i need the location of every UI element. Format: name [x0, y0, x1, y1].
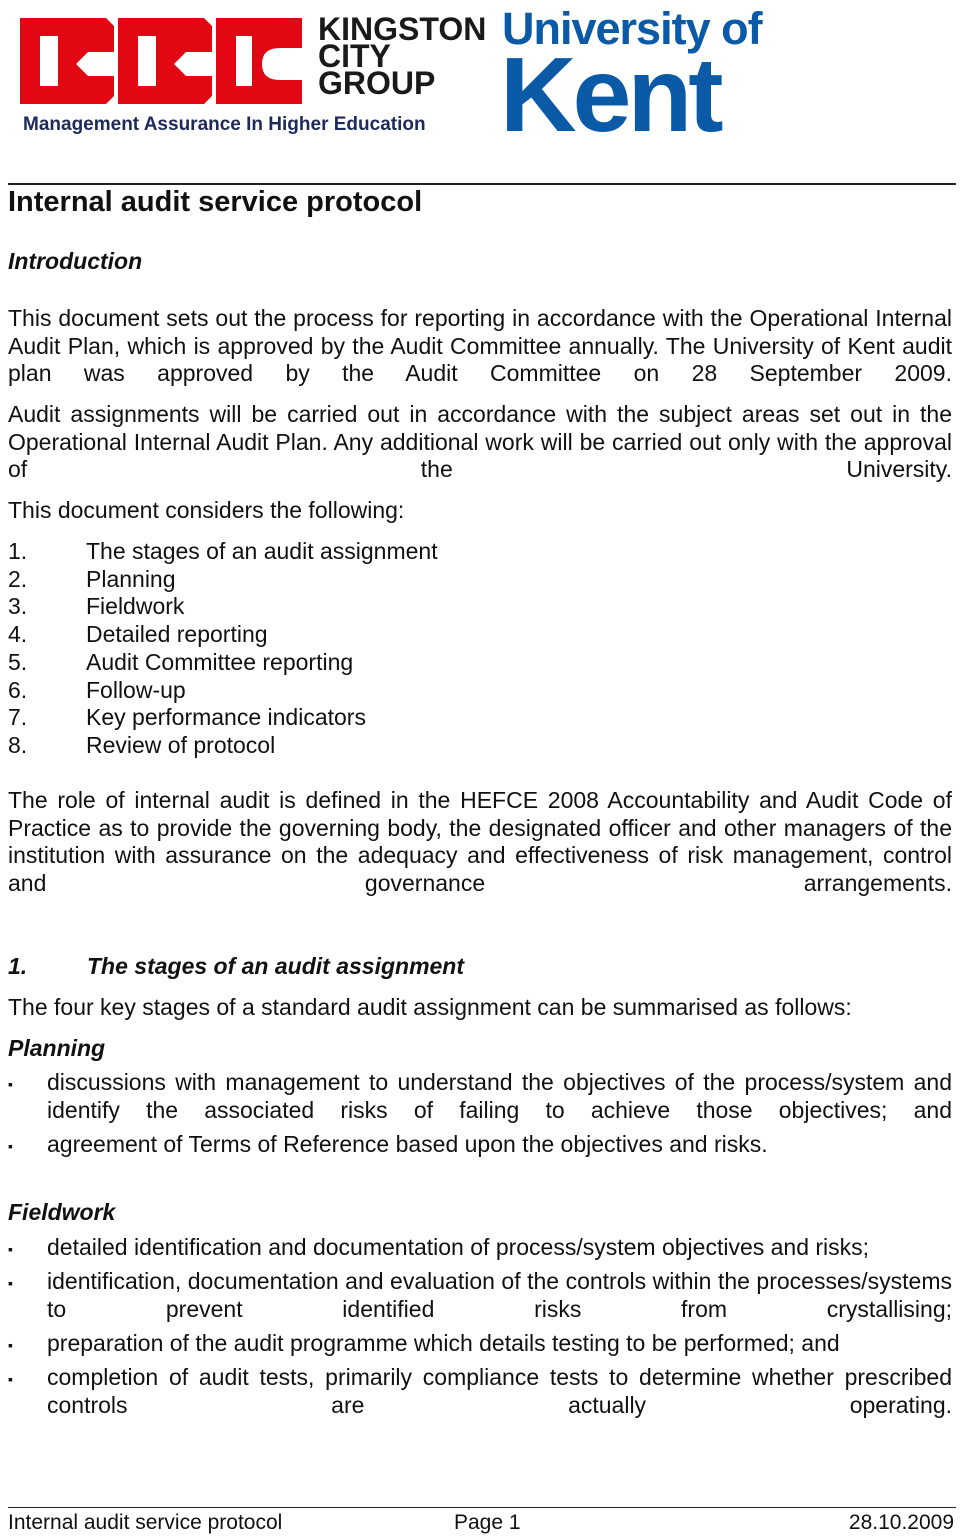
kcg-tagline: Management Assurance In Higher Education [23, 114, 426, 135]
university-of-kent-logo [500, 3, 770, 154]
contents-num-3: 3. [8, 593, 28, 620]
fieldwork-item-2: identification, documentation and evaluation of the controls within the processes/systems to prevent identified risks from crystallising; [47, 1268, 952, 1322]
fieldwork-item-1: detailed identification and documentation of process/system objectives and risks; [47, 1234, 870, 1260]
bullet-icon: ▪ [8, 1241, 13, 1257]
introduction-heading: Introduction [8, 248, 143, 274]
kingston-city-group-logo [18, 12, 488, 142]
contents-num-5: 5. [8, 648, 28, 675]
intro-paragraph-2: Audit assignments will be carried out in accordance with the subject areas set out in the Operational Internal Audit Plan. Any additional work will be carried out only with the approval of the University. [8, 401, 952, 482]
fieldwork-heading: Fieldwork [8, 1199, 116, 1225]
contents-item-1: The stages of an audit assignment [86, 538, 438, 564]
header-rule [8, 183, 956, 185]
section-1-lead: The four key stages of a standard audit assignment can be summarised as follows: [8, 994, 852, 1020]
kcg-word-1: KINGSTON [318, 11, 487, 47]
contents-num-2: 2. [8, 565, 28, 592]
bullet-icon: ▪ [8, 1371, 13, 1387]
contents-num-6: 6. [8, 676, 28, 703]
section-1-number: 1. [8, 953, 28, 979]
contents-item-6: Follow-up [86, 676, 186, 703]
kcg-word-2: CITY [318, 38, 391, 74]
intro-paragraph-1: This document sets out the process for reporting in accordance with the Operational Internal Audit Plan, which is approved by the Audit Committee annually. The University of Kent audit plan was approved by the Audit Committee on 28 September 2009. [8, 305, 952, 386]
contents-item-2: Planning [86, 565, 176, 592]
contents-num-1: 1. [8, 538, 28, 564]
contents-item-7: Key performance indicators [86, 704, 366, 731]
bullet-icon: ▪ [8, 1076, 13, 1092]
planning-item-1: discussions with management to understand the objectives of the process/system and identify the associated risks of failing to achieve those objectives; and [47, 1069, 952, 1123]
contents-num-7: 7. [8, 704, 28, 731]
contents-num-4: 4. [8, 621, 28, 648]
footer-date: 28.10.2009 [848, 1511, 954, 1534]
kcg-word-3: GROUP [318, 65, 436, 101]
kent-logo-line1: University of [502, 3, 762, 54]
section-1-heading: The stages of an audit assignment [87, 953, 465, 979]
fieldwork-item-4: completion of audit tests, primarily compliance tests to determine whether prescribed controls are actually operating. [47, 1364, 952, 1418]
kcg-red-mark [18, 12, 308, 107]
contents-item-3: Fieldwork [86, 593, 185, 620]
bullet-icon: ▪ [8, 1138, 13, 1154]
footer-rule [8, 1507, 956, 1508]
document-title: Internal audit service protocol [8, 186, 423, 218]
footer-page-number: Page 1 [454, 1511, 521, 1534]
contents-num-8: 8. [8, 731, 28, 758]
contents-item-8: Review of protocol [86, 731, 276, 758]
footer-title: Internal audit service protocol [8, 1511, 283, 1534]
role-paragraph: The role of internal audit is defined in the HEFCE 2008 Accountability and Audit Code of Practice as to provide the governing body, the designated officer and other managers of the institution with assurance on the adequacy and effectiveness of risk management, control and governance arrangements. [8, 787, 952, 896]
bullet-icon: ▪ [8, 1337, 13, 1353]
intro-paragraph-3: This document considers the following: [8, 497, 405, 523]
bullet-icon: ▪ [8, 1275, 13, 1291]
planning-item-2: agreement of Terms of Reference based upon the objectives and risks. [47, 1131, 768, 1157]
contents-item-4: Detailed reporting [86, 621, 268, 648]
contents-item-5: Audit Committee reporting [86, 648, 354, 675]
fieldwork-item-3: preparation of the audit programme which details testing to be performed; and [47, 1330, 840, 1356]
planning-heading: Planning [8, 1035, 106, 1061]
kent-logo-line2: Kent [500, 36, 720, 154]
